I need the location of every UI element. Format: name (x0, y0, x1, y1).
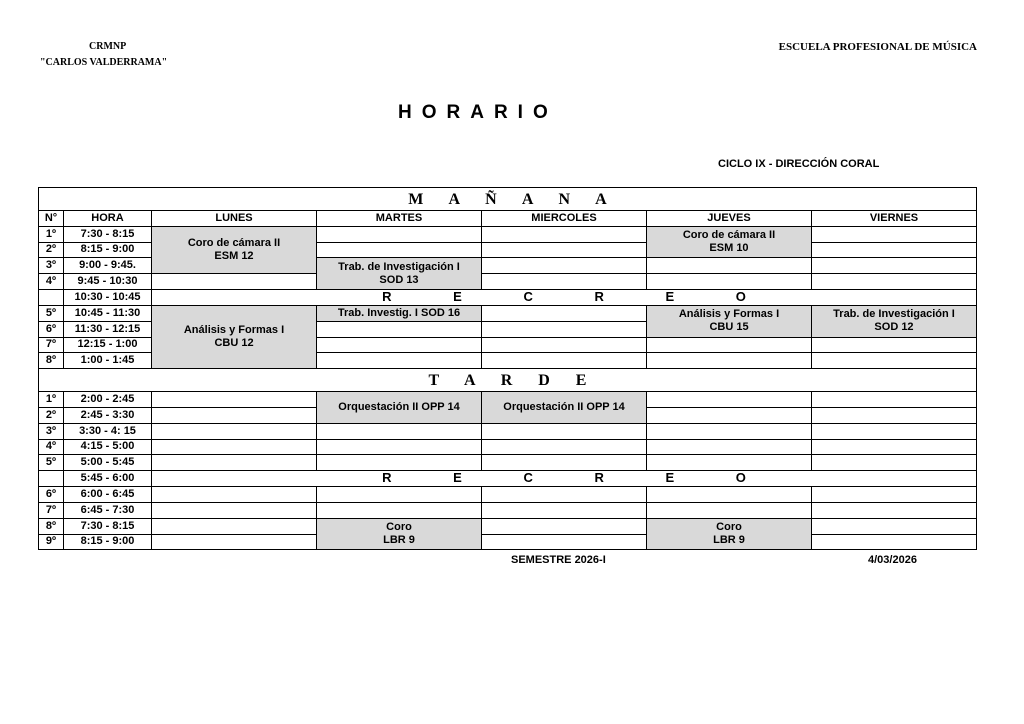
empty-cell (482, 534, 647, 550)
course-cell (317, 258, 482, 290)
period-number: 3º (39, 258, 64, 274)
semester-label: SEMESTRE 2026-I (511, 554, 606, 566)
empty-cell (482, 439, 647, 455)
period-time: 5:00 - 5:45 (64, 455, 152, 471)
period-number: 4º (39, 439, 64, 455)
empty-cell (647, 353, 812, 369)
empty-cell (482, 305, 647, 321)
period-time: 2:00 - 2:45 (64, 392, 152, 408)
period-time: 4:15 - 5:00 (64, 439, 152, 455)
empty-cell (152, 502, 317, 518)
empty-cell (152, 392, 317, 408)
period-time: 6:00 - 6:45 (64, 487, 152, 503)
period-number: 7º (39, 502, 64, 518)
col-header-jueves: JUEVES (647, 211, 812, 227)
school-name: ESCUELA PROFESIONAL DE MÚSICA (778, 41, 977, 53)
course-cell (647, 518, 812, 550)
page-title: HORARIO (398, 102, 558, 123)
col-header-viernes: VIERNES (812, 211, 977, 227)
course-cell (152, 226, 317, 273)
table-row (39, 305, 977, 321)
course-code: CBU 15 (709, 321, 749, 334)
recreo-text: R E C R E O (382, 289, 746, 304)
empty-cell (812, 534, 977, 550)
empty-cell (482, 455, 647, 471)
empty-cell (482, 518, 647, 534)
period-time: 7:30 - 8:15 (64, 518, 152, 534)
table-row (39, 502, 977, 518)
empty-cell (647, 455, 812, 471)
empty-cell (647, 274, 812, 290)
period-time: 1:00 - 1:45 (64, 353, 152, 369)
course-cell: Trab. Investig. I SOD 16 (317, 305, 482, 321)
empty-cell (482, 353, 647, 369)
empty-cell (482, 487, 647, 503)
course-cell (812, 305, 977, 337)
empty-cell (647, 487, 812, 503)
period-number: 8º (39, 353, 64, 369)
empty-cell (812, 274, 977, 290)
course-code: ESM 12 (214, 249, 254, 262)
recreo-row (39, 471, 977, 487)
period-number: 5º (39, 305, 64, 321)
empty-cell (317, 502, 482, 518)
period-time: 10:45 - 11:30 (64, 305, 152, 321)
empty-cell (317, 337, 482, 353)
institution-subname: "CARLOS VALDERRAMA" (40, 57, 168, 68)
date-label: 4/03/2026 (868, 554, 917, 566)
col-header-hora: HORA (64, 211, 152, 227)
table-row (39, 487, 977, 503)
course-name: Análisis y Formas I (183, 324, 285, 337)
course-name: Coro (716, 521, 742, 534)
col-header-miercoles: MIERCOLES (482, 211, 647, 227)
course-cell (647, 226, 812, 258)
period-number: 4º (39, 274, 64, 290)
cycle-label: CICLO IX - DIRECCIÓN CORAL (718, 158, 880, 170)
table-row (39, 455, 977, 471)
empty-cell (647, 337, 812, 353)
period-time: 12:15 - 1:00 (64, 337, 152, 353)
morning-label: M A Ñ A N A (39, 188, 977, 211)
schedule-table (38, 187, 977, 550)
period-number: 6º (39, 321, 64, 337)
afternoon-header-row (39, 369, 977, 392)
period-number (39, 289, 64, 305)
period-number: 1º (39, 226, 64, 242)
institution-name: CRMNP (89, 41, 127, 52)
column-header-row (39, 211, 977, 227)
empty-cell (152, 274, 317, 290)
period-number: 7º (39, 337, 64, 353)
empty-cell (647, 258, 812, 274)
empty-cell (482, 502, 647, 518)
empty-cell (812, 242, 977, 258)
table-row (39, 439, 977, 455)
period-number: 1º (39, 392, 64, 408)
course-name: Coro de cámara II (682, 229, 776, 242)
course-cell (152, 305, 317, 368)
period-time: 10:30 - 10:45 (64, 289, 152, 305)
course-cell: Orquestación II OPP 14 (482, 392, 647, 424)
period-time: 8:15 - 9:00 (64, 534, 152, 550)
course-code: ESM 10 (709, 242, 749, 255)
empty-cell (152, 455, 317, 471)
course-cell (647, 305, 812, 337)
empty-cell (647, 407, 812, 423)
empty-cell (812, 337, 977, 353)
empty-cell (482, 423, 647, 439)
empty-cell (647, 392, 812, 408)
course-name: Análisis y Formas I (678, 308, 780, 321)
col-header-number: N° (39, 211, 64, 227)
recreo-row (39, 289, 977, 305)
course-name: Trab. de Investigación I (833, 308, 955, 321)
recreo-text: R E C R E O (382, 470, 746, 486)
table-row (39, 274, 977, 290)
empty-cell (812, 439, 977, 455)
period-time: 6:45 - 7:30 (64, 502, 152, 518)
period-time: 9:00 - 9:45. (64, 258, 152, 274)
course-code: LBR 9 (383, 534, 415, 547)
empty-cell (317, 353, 482, 369)
period-time: 9:45 - 10:30 (64, 274, 152, 290)
period-time: 7:30 - 8:15 (64, 226, 152, 242)
empty-cell (482, 226, 647, 242)
empty-cell (152, 423, 317, 439)
table-row (39, 392, 977, 408)
empty-cell (812, 502, 977, 518)
period-number: 9º (39, 534, 64, 550)
period-number (39, 471, 64, 487)
empty-cell (812, 407, 977, 423)
empty-cell (812, 258, 977, 274)
empty-cell (647, 423, 812, 439)
empty-cell (482, 242, 647, 258)
period-time: 8:15 - 9:00 (64, 242, 152, 258)
empty-cell (647, 502, 812, 518)
period-time: 5:45 - 6:00 (64, 471, 152, 487)
course-code: LBR 9 (713, 534, 745, 547)
period-number: 2º (39, 242, 64, 258)
course-code: CBU 12 (214, 337, 254, 350)
empty-cell (152, 407, 317, 423)
period-number: 6º (39, 487, 64, 503)
empty-cell (482, 337, 647, 353)
course-cell (317, 518, 482, 550)
empty-cell (317, 423, 482, 439)
col-header-martes: MARTES (317, 211, 482, 227)
period-time: 2:45 - 3:30 (64, 407, 152, 423)
empty-cell (812, 423, 977, 439)
period-number: 8º (39, 518, 64, 534)
course-name: Coro de cámara II (187, 236, 281, 249)
empty-cell (317, 455, 482, 471)
course-cell: Orquestación II OPP 14 (317, 392, 482, 424)
col-header-lunes: LUNES (152, 211, 317, 227)
empty-cell (317, 226, 482, 242)
empty-cell (482, 258, 647, 274)
empty-cell (152, 534, 317, 550)
table-row (39, 423, 977, 439)
empty-cell (317, 439, 482, 455)
course-name: Trab. de Investigación I (338, 260, 460, 273)
empty-cell (812, 353, 977, 369)
course-code: SOD 12 (874, 321, 914, 334)
empty-cell (317, 321, 482, 337)
table-row (39, 226, 977, 242)
empty-cell (317, 487, 482, 503)
table-row (39, 518, 977, 534)
empty-cell (152, 518, 317, 534)
course-name: Coro (386, 521, 412, 534)
empty-cell (812, 455, 977, 471)
empty-cell (482, 321, 647, 337)
table-row (39, 534, 977, 550)
empty-cell (152, 487, 317, 503)
empty-cell (812, 518, 977, 534)
course-code: SOD 13 (379, 273, 419, 286)
recreo-label (152, 289, 977, 305)
empty-cell (812, 487, 977, 503)
period-number: 5º (39, 455, 64, 471)
empty-cell (152, 439, 317, 455)
period-number: 2º (39, 407, 64, 423)
period-time: 3:30 - 4: 15 (64, 423, 152, 439)
empty-cell (812, 226, 977, 242)
empty-cell (812, 392, 977, 408)
morning-header-row (39, 188, 977, 211)
period-number: 3º (39, 423, 64, 439)
empty-cell (317, 242, 482, 258)
empty-cell (647, 439, 812, 455)
empty-cell (482, 274, 647, 290)
afternoon-label: T A R D E (39, 369, 977, 392)
period-time: 11:30 - 12:15 (64, 321, 152, 337)
recreo-label (152, 471, 977, 487)
